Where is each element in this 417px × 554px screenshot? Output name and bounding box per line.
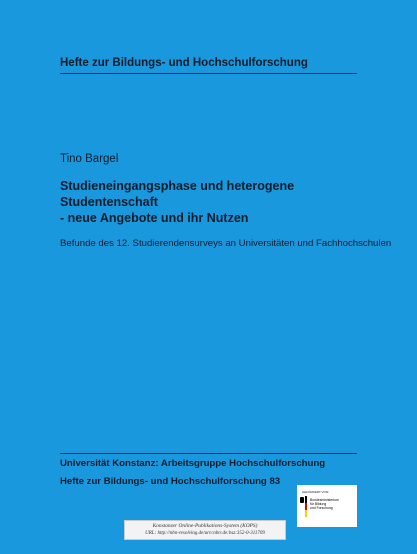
series-title-bottom: Hefte zur Bildungs- und Hochschulforschung 83 [60, 476, 281, 487]
funder-logo-line-1: Bundesministerium [310, 498, 339, 502]
bottom-rule [60, 453, 357, 454]
funder-logo [297, 485, 357, 527]
kops-stamp-name: Konstanzer Online-Publikations-System (KOPS) [152, 523, 258, 529]
flag-stripe-red [305, 503, 307, 510]
federal-eagle-icon [300, 497, 304, 503]
series-title-top: Hefte zur Bildungs- und Hochschulforschung [60, 57, 308, 69]
funder-logo-text [310, 498, 355, 510]
funder-logo-line-2: für Bildung [310, 502, 327, 506]
document-subtitle: Befunde des 12. Studierendensurveys an Universitäten und Fachhochschulen [60, 238, 392, 249]
title-line-1: Studieneingangsphase und heterogene Studentenschaft [60, 179, 295, 209]
title-line-2: - neue Angebote und ihr Nutzen [60, 211, 249, 225]
document-title [60, 178, 380, 226]
flag-stripe-gold [305, 510, 307, 517]
funder-logo-intro: GEFÖRDERT VOM [302, 490, 329, 494]
author-name: Tino Bargel [60, 153, 119, 165]
flag-stripe-black [305, 496, 307, 503]
funder-logo-line-3: und Forschung [310, 506, 333, 510]
kops-stamp [124, 520, 286, 540]
institution-line: Universität Konstanz: Arbeitsgruppe Hochschulforschung [60, 458, 326, 469]
kops-stamp-url[interactable]: URL: http://nbn-resolving.de/urn:nbn:de:bsz:352-0-311709 [145, 531, 265, 536]
top-rule [60, 73, 357, 74]
